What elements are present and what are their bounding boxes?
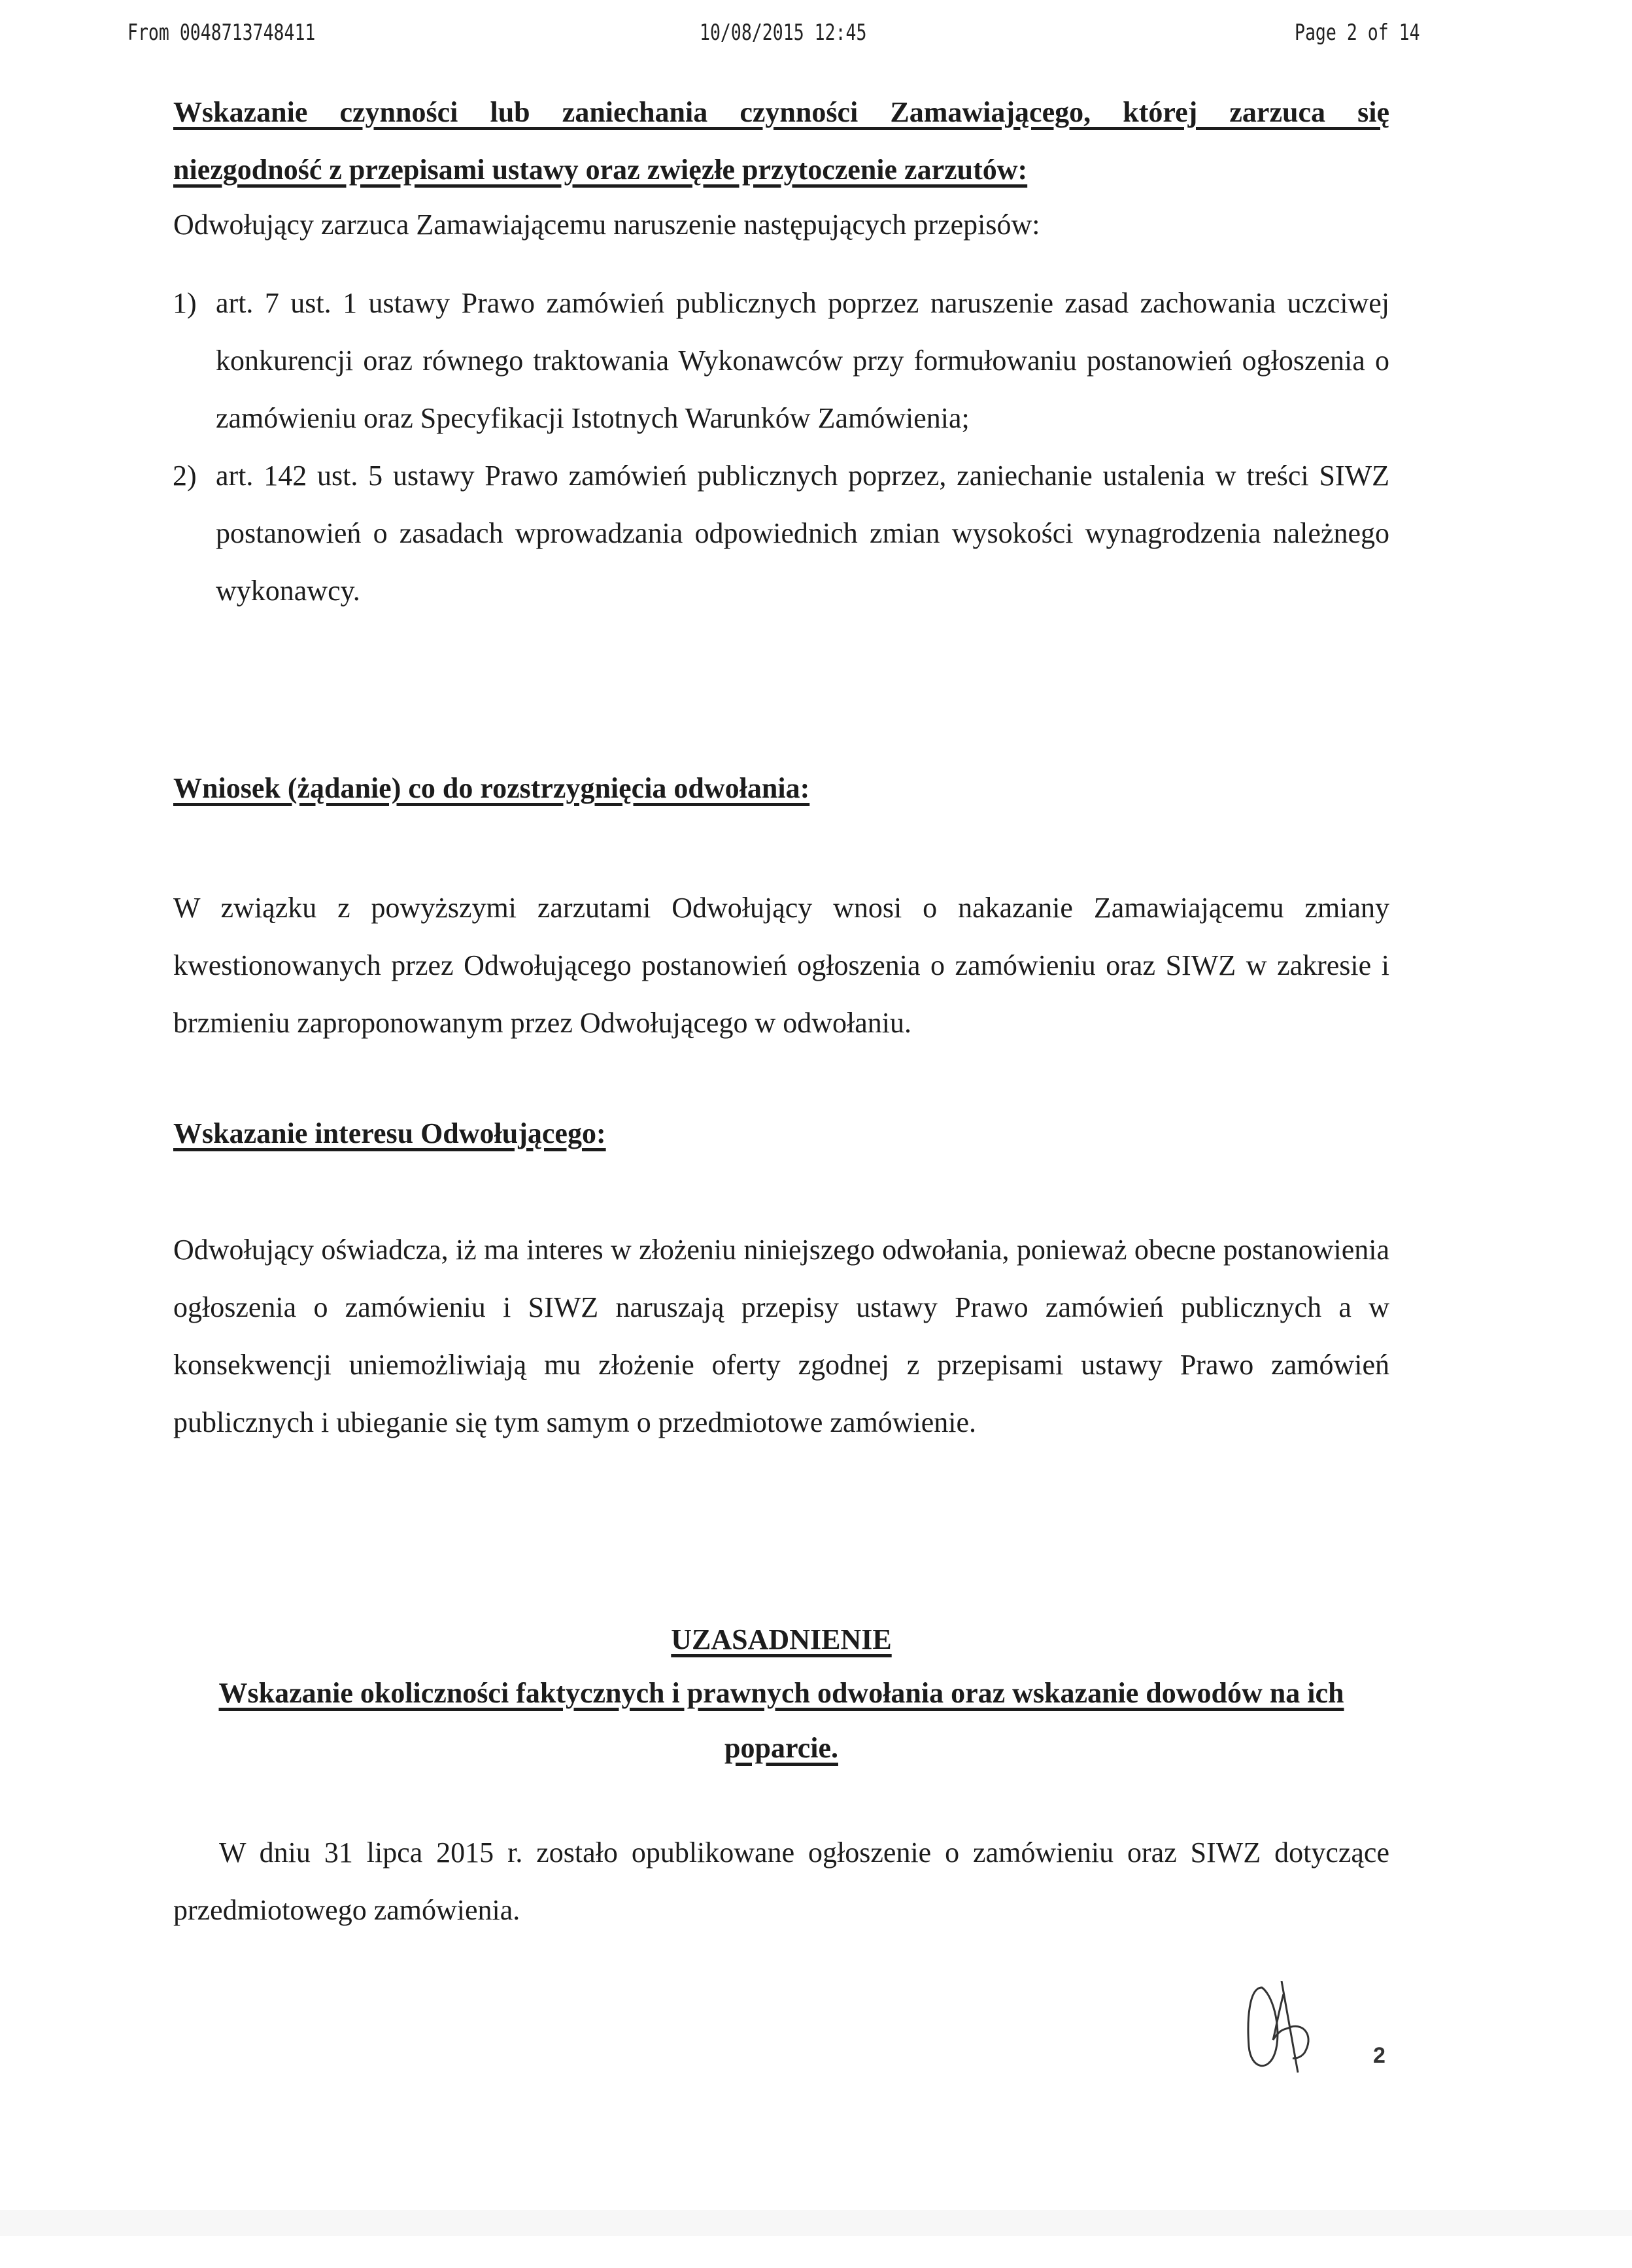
fax-datetime: 10/08/2015 12:45	[700, 20, 867, 46]
section-heading: Wniosek (żądanie) co do rozstrzygnięcia odwołania:	[173, 772, 810, 804]
section-request	[173, 760, 1389, 817]
section-heading: Wskazanie interesu Odwołującego:	[173, 1117, 606, 1149]
section-interest	[173, 1105, 1389, 1162]
list-item	[173, 447, 1389, 620]
list-item-number: 1)	[173, 287, 197, 319]
signature-initials-icon	[1246, 1981, 1324, 2079]
section-heading-continued: niezgodność z przepisami ustawy oraz zwięzłe przytoczenie zarzutów:	[173, 154, 1028, 186]
allegations-intro	[173, 196, 1389, 254]
fax-page-info: Page 2 of 14	[1295, 20, 1420, 46]
section-heading: Wskazanie czynności lub zaniechania czynności Zamawiającego, której zarzuca się	[173, 96, 1389, 128]
justification-body	[173, 1824, 1389, 1939]
fax-sender: From 0048713748411	[128, 20, 316, 46]
section-justification	[173, 1614, 1389, 1776]
paragraph: W dniu 31 lipca 2015 r. zostało opublikowane ogłoszenie o zamówieniu oraz SIWZ dotyczące przedmiotowego zamówienia.	[173, 1836, 1389, 1926]
allegations-list	[173, 275, 1389, 620]
page-number: 2	[1373, 2043, 1386, 2068]
intro-text: Odwołujący zarzuca Zamawiającemu naruszenie następujących przepisów:	[173, 209, 1040, 241]
interest-body	[173, 1221, 1389, 1451]
justification-title: UZASADNIENIE	[671, 1623, 892, 1655]
justification-subtitle: Wskazanie okoliczności faktycznych i prawnych odwołania oraz wskazanie dowodów na ich poparcie.	[218, 1677, 1344, 1764]
list-item-text: art. 7 ust. 1 ustawy Prawo zamówień publicznych poprzez naruszenie zasad zachowania uczciwej konkurencji oraz równego traktowania Wykonawców przy formułowaniu postanowień ogłoszenia o zamówieniu oraz Specyfikacji Istotnych Warunków Zamówienia;	[216, 287, 1389, 434]
section-allegations	[173, 84, 1389, 199]
request-body	[173, 879, 1389, 1052]
scan-artifact	[0, 2210, 1632, 2236]
list-item	[173, 275, 1389, 447]
paragraph: W związku z powyższymi zarzutami Odwołujący wnosi o nakazanie Zamawiającemu zmiany kwestionowanych przez Odwołującego postanowień ogłoszenia o zamówieniu oraz SIWZ w zakresie i brzmieniu zaproponowanym przez Odwołującego w odwołaniu.	[173, 892, 1389, 1039]
list-item-number: 2)	[173, 460, 197, 492]
paragraph: Odwołujący oświadcza, iż ma interes w złożeniu niniejszego odwołania, ponieważ obecne postanowienia ogłoszenia o zamówieniu i SIWZ naruszają przepisy ustawy Prawo zamówień publicznych a w konsekwencji uniemożliwiają mu złożenie oferty zgodnej z przepisami ustawy Prawo zamówień publicznych i ubieganie się tym samym o przedmiotowe zamówienie.	[173, 1234, 1389, 1438]
list-item-text: art. 142 ust. 5 ustawy Prawo zamówień publicznych poprzez, zaniechanie ustalenia w treści SIWZ postanowień o zasadach wprowadzania odpowiednich zmian wysokości wynagrodzenia należnego wykonawcy.	[216, 460, 1389, 607]
